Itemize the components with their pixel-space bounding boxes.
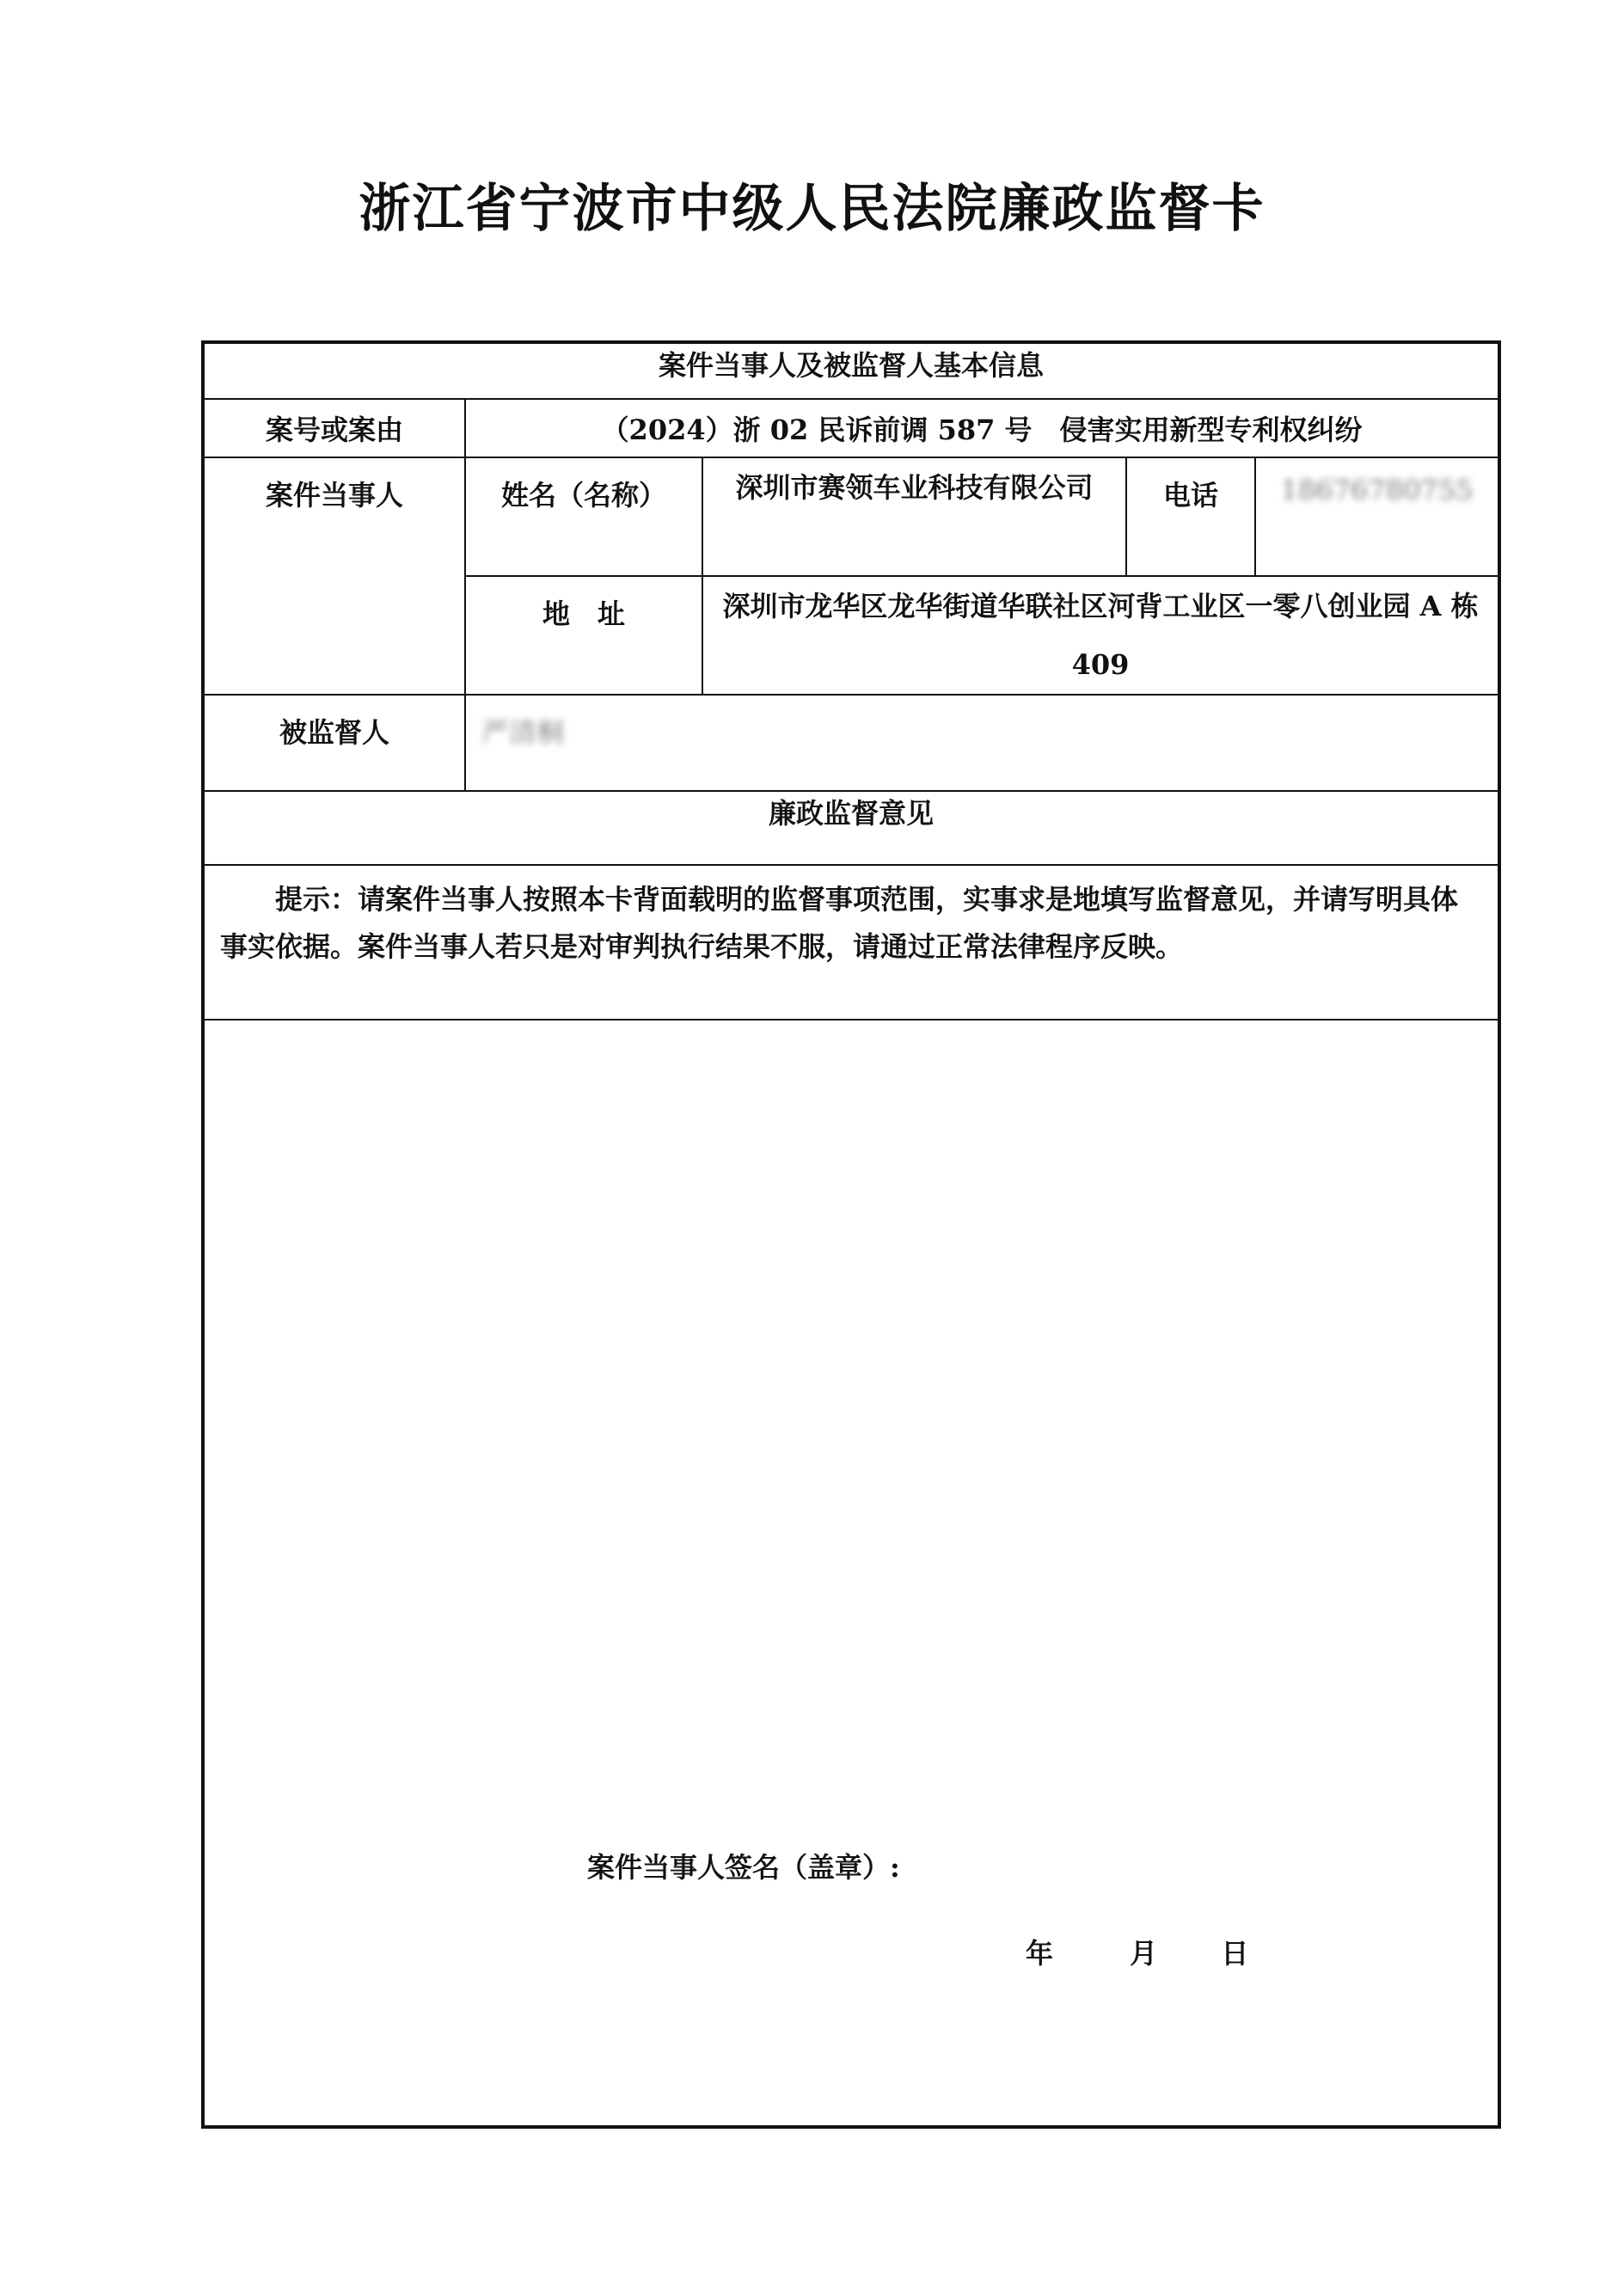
party-name-row: [203, 457, 1499, 576]
tip-row: [203, 865, 1499, 1020]
address-label: 地 址: [465, 576, 702, 695]
opinion-writing-area: [203, 1020, 1499, 2127]
phone-label: 电话: [1126, 457, 1255, 576]
day-label: 日: [1221, 1937, 1249, 1970]
supervision-card-table: [201, 340, 1501, 2129]
opinion-heading: 廉政监督意见: [203, 791, 1499, 865]
basic-info-header-row: [203, 342, 1499, 399]
supervised-value-cell: [465, 695, 1499, 791]
case-label: 案号或案由: [203, 399, 465, 457]
supervised-label: 被监督人: [203, 695, 465, 791]
year-label: 年: [1026, 1937, 1054, 1970]
name-label: 姓名（名称）: [465, 457, 702, 576]
case-row: [203, 399, 1499, 457]
phone-value-cell: [1255, 457, 1499, 576]
opinion-area-row: [203, 1020, 1499, 2127]
month-label: 月: [1130, 1937, 1158, 1970]
case-value: （2024）浙 02 民诉前调 587 号 侵害实用新型专利权纠纷: [465, 399, 1499, 457]
phone-value-redacted: 18676780755: [1280, 474, 1474, 506]
basic-info-heading: 案件当事人及被监督人基本信息: [203, 342, 1499, 399]
document-title: 浙江省宁波市中级人民法院廉政监督卡: [359, 179, 1265, 239]
party-label: 案件当事人: [203, 457, 465, 695]
tip-text: 提示：请案件当事人按照本卡背面载明的监督事项范围，实事求是地填写监督意见，并请写明具体事实依据。案件当事人若只是对审判执行结果不服，请通过正常法律程序反映。: [203, 865, 1499, 1020]
name-value: 深圳市赛领车业科技有限公司: [702, 457, 1126, 576]
supervised-value-redacted: 严清桐: [481, 716, 565, 749]
opinion-header-row: [203, 791, 1499, 865]
address-value: 深圳市龙华区龙华街道华联社区河背工业区一零八创业园 A 栋 409: [702, 576, 1499, 695]
date-line: [1026, 1932, 1248, 1971]
signature-label: 案件当事人签名（盖章）:: [587, 1851, 900, 1884]
supervised-row: [203, 695, 1499, 791]
